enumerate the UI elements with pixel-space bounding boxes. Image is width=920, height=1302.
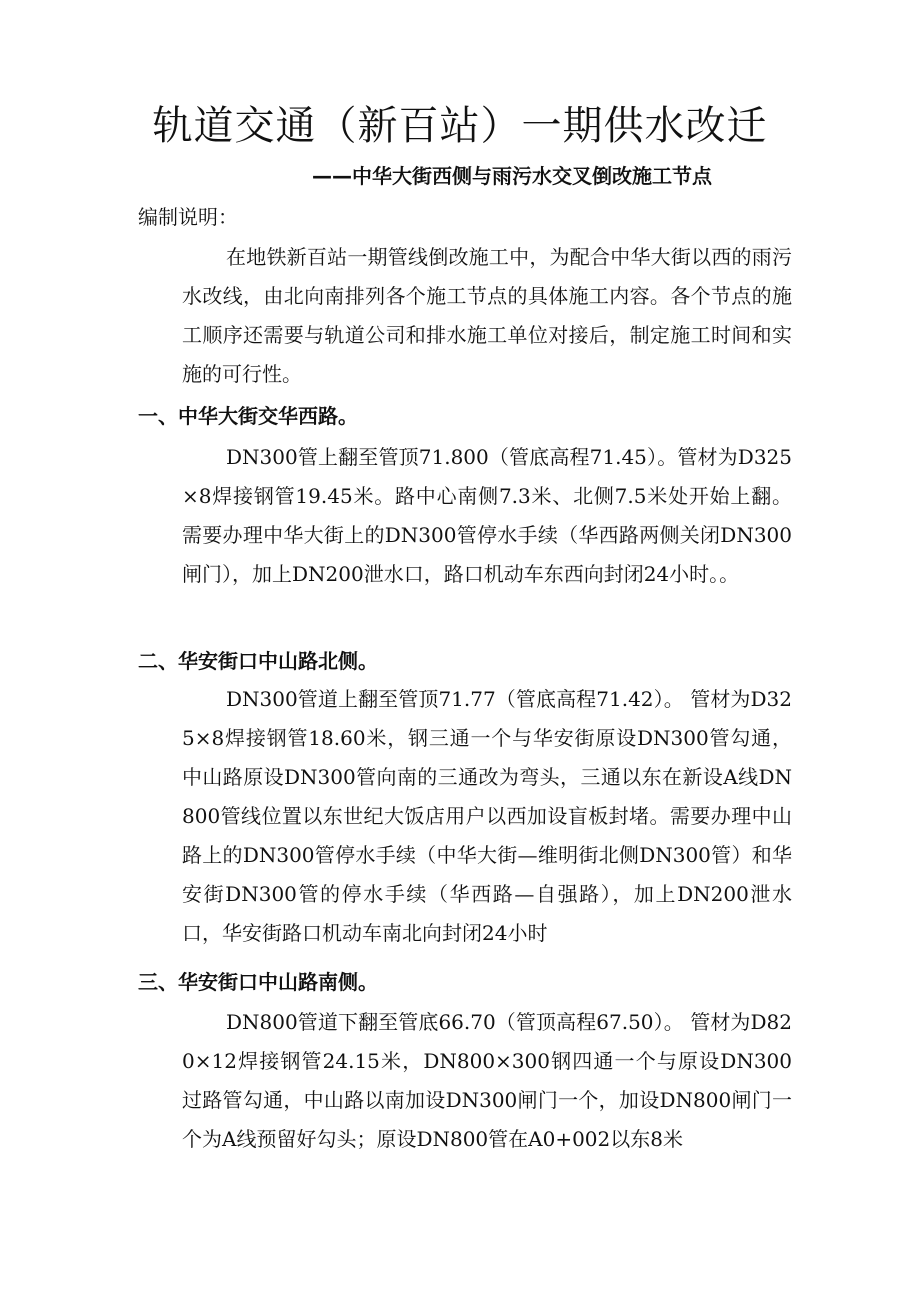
document-title: 轨道交通（新百站）一期供水改迁 (152, 103, 768, 149)
section-3-body: DN800管道下翻至管底66.70（管顶高程67.50）。 管材为D820×12焊接钢管24.15米，DN800×300钢四通一个与原设DN300过路管勾通，中山路以南加设DN300闸门一个，加设DN800闸门一个为A线预留好勾头；原设DN800管在A0+002以东8米 (182, 1010, 792, 1151)
preparation-notes-label: 编制说明： (138, 205, 238, 229)
intro-paragraph: 在地铁新百站一期管线倒改施工中，为配合中华大街以西的雨污水改线，由北向南排列各个施工节点的具体施工内容。各个节点的施工顺序还需要与轨道公司和排水施工单位对接后，制定施工时间和实施的可行性。 (182, 245, 792, 386)
section-3-heading: 三、华安街口中山路南侧。 (138, 970, 378, 994)
section-1-heading: 一、中华大街交华西路。 (138, 404, 358, 428)
document-subtitle: ——中华大街西侧与雨污水交叉倒改施工节点 (312, 164, 712, 188)
section-2-body: DN300管道上翻至管顶71.77（管底高程71.42）。 管材为D325×8焊接钢管18.60米，钢三通一个与华安街原设DN300管勾通，中山路原设DN300管向南的三通改为弯头，三通以东在新设A线DN800管线位置以东世纪大饭店用户以西加设盲板封堵。需要办理中山路上的DN300管停水手续（中华大街—维明街北侧DN300管）和华安街DN300管的停水手续（华西路—自强路），加上DN200泄水口，华安街路口机动车南北向封闭24小时 (182, 687, 792, 945)
section-2-heading: 二、华安街口中山路北侧。 (138, 649, 378, 673)
section-1-body: DN300管上翻至管顶71.800（管底高程71.45）。管材为D325×8焊接钢管19.45米。路中心南侧7.3米、北侧7.5米处开始上翻。需要办理中华大街上的DN300管停水手续（华西路两侧关闭DN300闸门），加上DN200泄水口，路口机动车东西向封闭24小时。。 (182, 445, 792, 586)
